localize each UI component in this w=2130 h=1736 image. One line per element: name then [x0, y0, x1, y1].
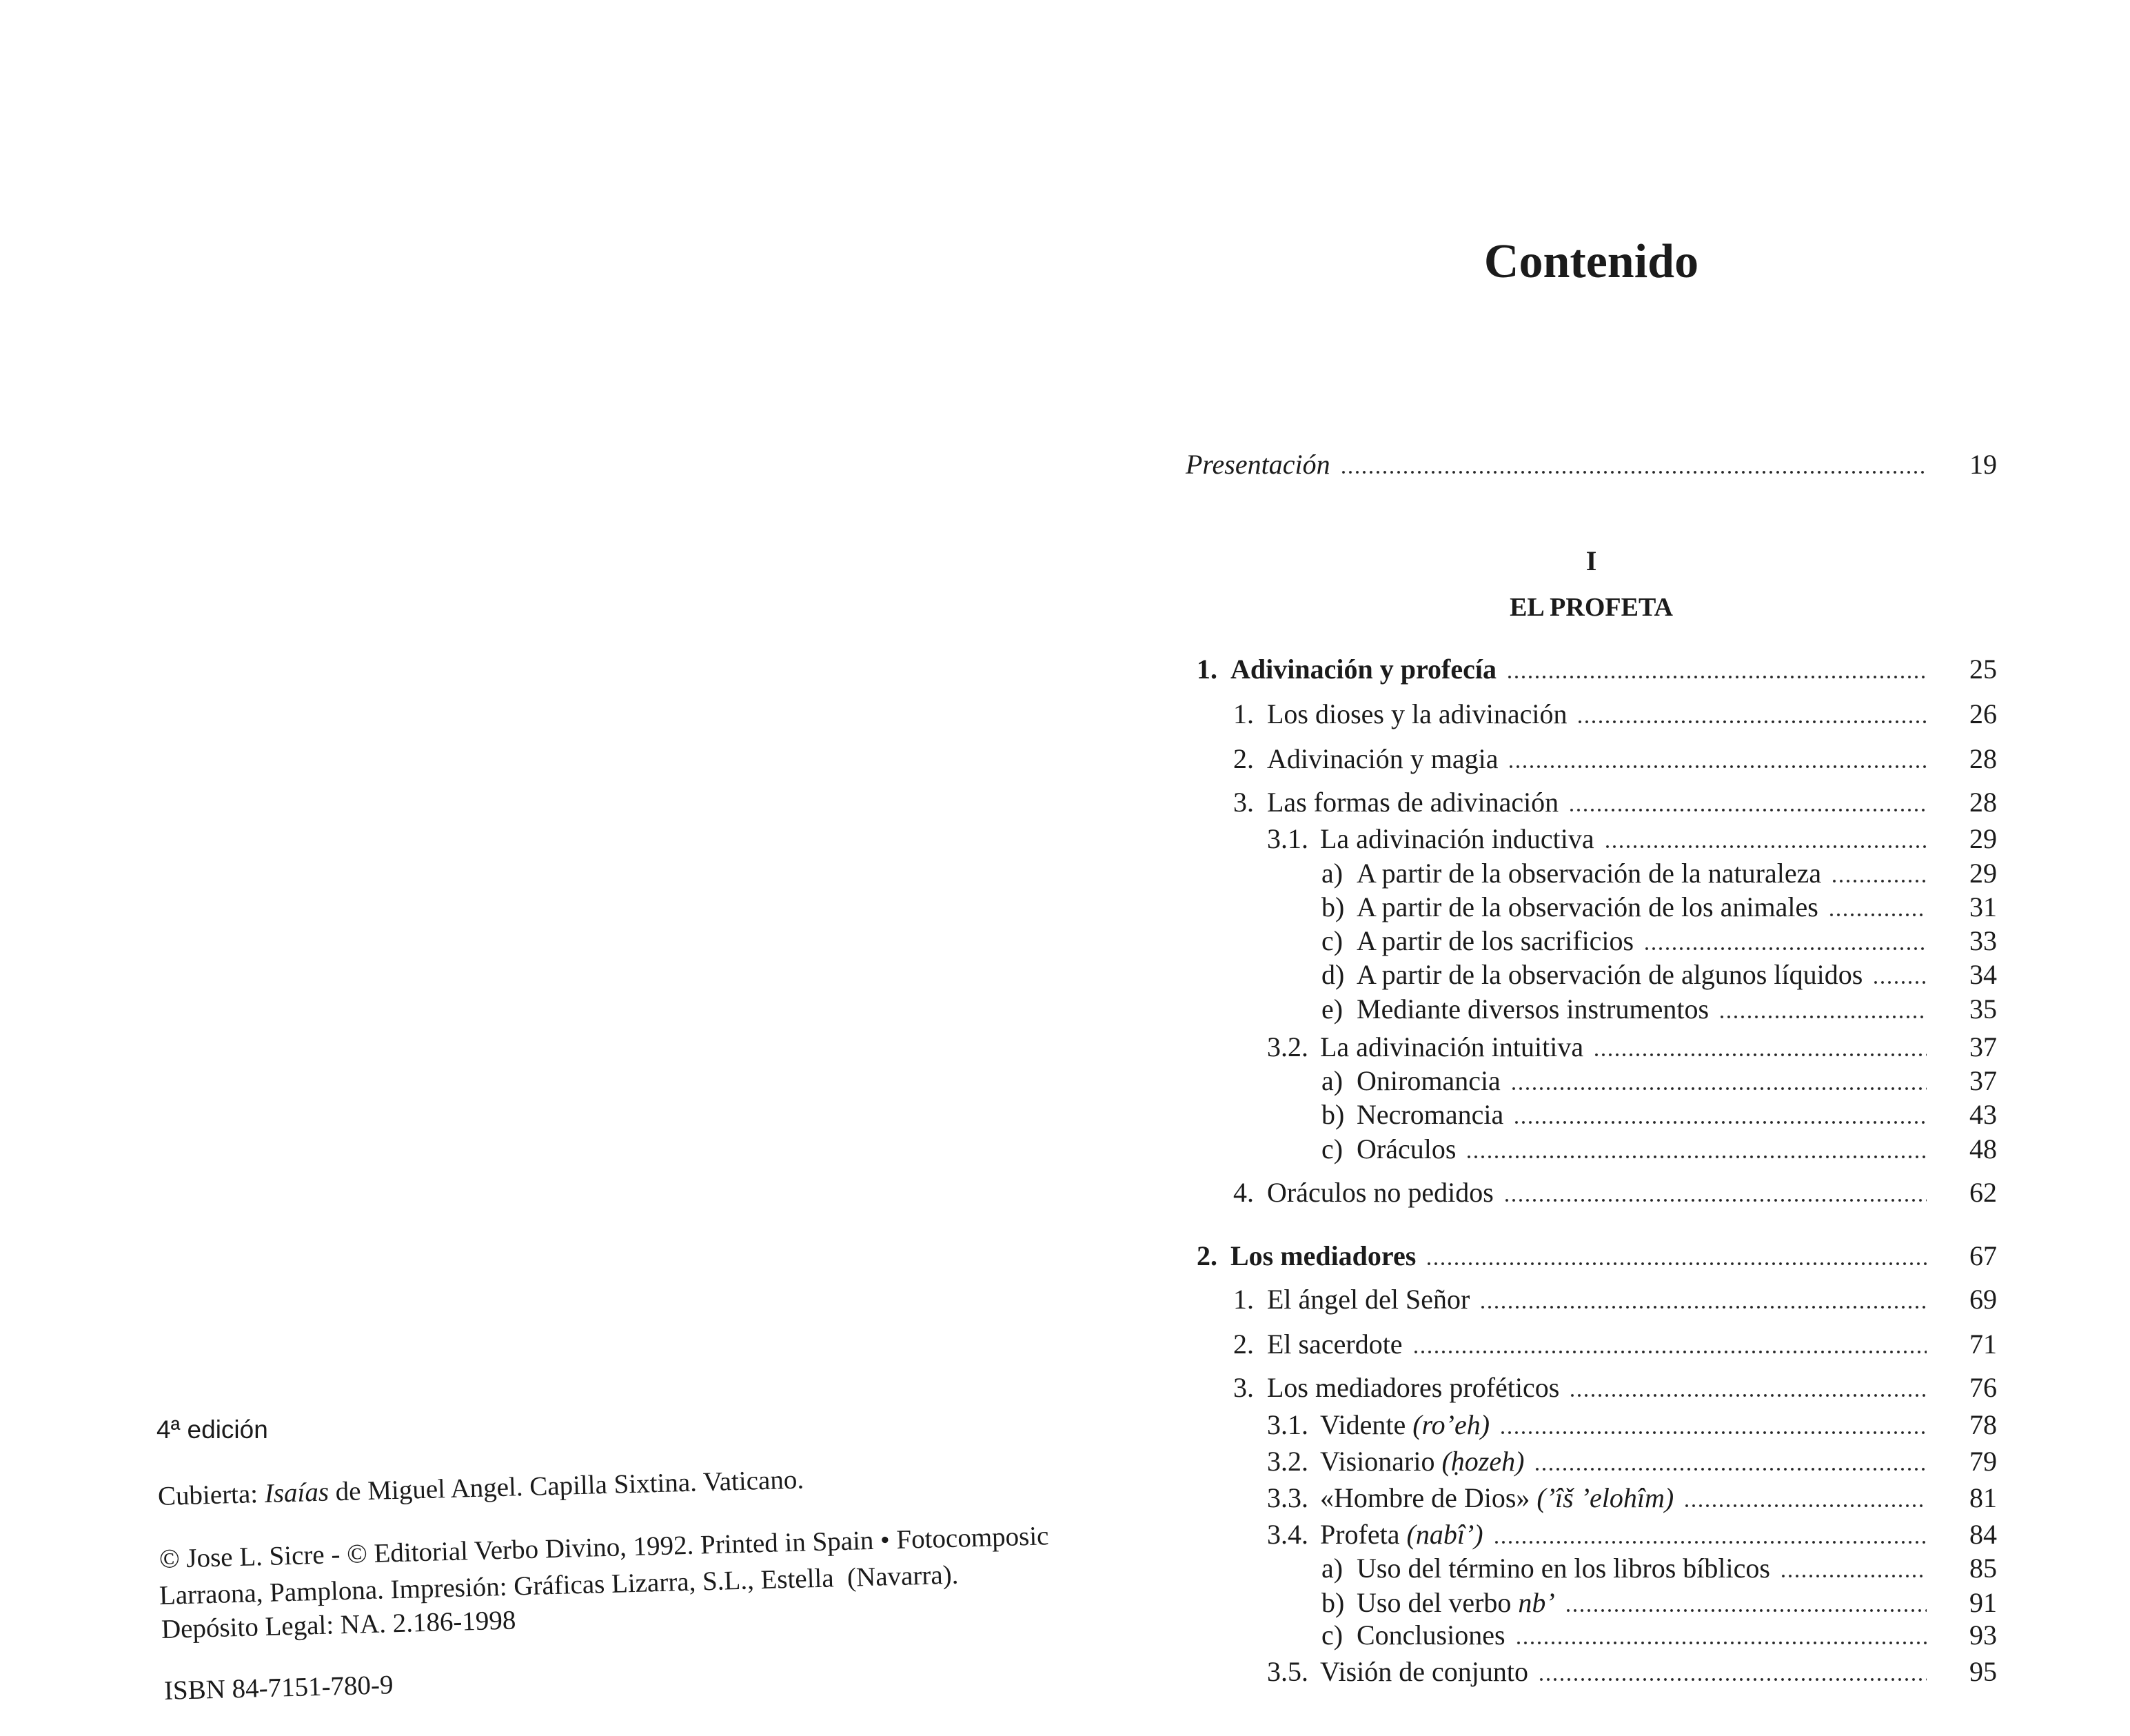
cover-credit-work: Isaías — [264, 1477, 329, 1508]
entry-page: 78 — [1969, 1409, 1997, 1440]
entry-page: 31 — [1969, 891, 1997, 922]
entry-title: Los mediadores proféticos — [1267, 1372, 1560, 1403]
entry-page: 29 — [1969, 823, 1997, 854]
toc-entry — [1321, 1553, 1997, 1584]
entry-number: 2. — [1233, 1329, 1254, 1360]
entry-number: 1. — [1197, 654, 1217, 685]
entry-title: Uso del término en los libros bíblicos — [1357, 1553, 1770, 1584]
entry-page: 95 — [1969, 1656, 1997, 1687]
dot-leader — [1513, 1099, 1927, 1131]
entry-page: 26 — [1969, 698, 1997, 729]
toc-entry — [1233, 1177, 1997, 1209]
dot-leader — [1508, 743, 1927, 775]
toc-entry — [1233, 1372, 1997, 1404]
entry-page: 34 — [1969, 959, 1997, 990]
entry-number: 3.1. — [1267, 1409, 1308, 1440]
entry-term: (ro’eh) — [1412, 1409, 1490, 1440]
dot-leader — [1593, 1031, 1927, 1063]
entry-number: b) — [1321, 1099, 1345, 1130]
entry-number: e) — [1321, 993, 1343, 1025]
entry-term: (nabî’) — [1406, 1519, 1483, 1550]
dot-leader — [1576, 698, 1927, 730]
entry-title — [1357, 1587, 1555, 1619]
entry-title: A partir de los sacrificios — [1357, 925, 1634, 956]
dot-leader — [1569, 1372, 1927, 1404]
toc-entry — [1321, 1099, 1997, 1131]
entry-number: a) — [1321, 858, 1343, 889]
entry-number: c) — [1321, 1133, 1343, 1164]
legal-deposit-line: Depósito Legal: NA. 2.186-1998 — [161, 1605, 516, 1644]
toc-entry — [1321, 858, 1997, 889]
dot-leader — [1340, 449, 1927, 481]
entry-number: 2. — [1233, 743, 1254, 774]
toc-entry-presentation — [1186, 449, 1997, 481]
entry-title: El sacerdote — [1267, 1329, 1403, 1360]
dot-leader — [1479, 1284, 1927, 1315]
entry-title: Oráculos no pedidos — [1267, 1177, 1494, 1208]
entry-page: 35 — [1969, 993, 1997, 1025]
entry-number: 3. — [1233, 787, 1254, 818]
entry-page: 71 — [1969, 1329, 1997, 1360]
edition-label: 4ª edición — [156, 1415, 268, 1444]
entry-number: d) — [1321, 959, 1345, 990]
entry-term: (’îš ’elohîm) — [1536, 1482, 1674, 1513]
toc-entry — [1267, 1031, 1997, 1063]
toc-chapter — [1197, 654, 1997, 685]
entry-title: A partir de la observación de la naturaleza — [1357, 858, 1822, 889]
entry-number: 3. — [1233, 1372, 1254, 1403]
entry-title: El ángel del Señor — [1267, 1284, 1470, 1315]
entry-page: 43 — [1969, 1099, 1997, 1130]
entry-number: 3.4. — [1267, 1519, 1308, 1550]
dot-leader — [1499, 1409, 1927, 1441]
entry-page: 67 — [1969, 1240, 1997, 1271]
entry-title: Las formas de adivinación — [1267, 787, 1559, 818]
entry-number: 3.2. — [1267, 1031, 1308, 1062]
entry-title: Los dioses y la adivinación — [1267, 698, 1568, 729]
entry-title: Necromancia — [1357, 1099, 1504, 1130]
dot-leader — [1828, 891, 1927, 923]
copyright-line: © Jose L. Sicre - © Editorial Verbo Divino, 1992. Printed in Spain • Fotocomposic — [159, 1521, 1049, 1574]
entry-title: La adivinación inductiva — [1320, 823, 1594, 854]
toc-entry — [1233, 1284, 1997, 1315]
entry-page: 93 — [1969, 1619, 1997, 1651]
toc-entry — [1321, 891, 1997, 923]
entry-page: 25 — [1969, 654, 1997, 685]
dot-leader — [1683, 1482, 1927, 1514]
dot-leader — [1718, 993, 1927, 1025]
toc-entry — [1321, 959, 1997, 991]
entry-title: Adivinación y magia — [1267, 743, 1499, 774]
cover-credit-prefix: Cubierta: — [157, 1479, 258, 1511]
entry-title-text: Uso del verbo — [1357, 1587, 1512, 1618]
entry-term: nb’ — [1518, 1587, 1555, 1618]
entry-number: c) — [1321, 925, 1343, 956]
toc-entry — [1321, 925, 1997, 957]
dot-leader — [1465, 1133, 1927, 1165]
entry-number: 4. — [1233, 1177, 1254, 1208]
cover-credit — [157, 1464, 804, 1513]
entry-page: 37 — [1969, 1065, 1997, 1096]
entry-title: Oniromancia — [1357, 1065, 1501, 1096]
entry-title — [1320, 1409, 1490, 1441]
toc-entry — [1267, 823, 1997, 855]
entry-page: 28 — [1969, 743, 1997, 774]
dot-leader — [1568, 787, 1927, 818]
toc-entry — [1321, 1133, 1997, 1165]
entry-page: 81 — [1969, 1482, 1997, 1513]
entry-page: 85 — [1969, 1553, 1997, 1584]
dot-leader — [1780, 1553, 1927, 1584]
entry-title: Conclusiones — [1357, 1619, 1505, 1651]
toc-entry — [1233, 787, 1997, 818]
entry-title: Mediante diversos instrumentos — [1357, 993, 1710, 1025]
dot-leader — [1412, 1329, 1927, 1360]
entry-title-text: Visionario — [1320, 1446, 1435, 1477]
entry-page: 91 — [1969, 1587, 1997, 1618]
entry-number: 1. — [1233, 698, 1254, 729]
dot-leader — [1643, 925, 1927, 957]
toc-entry — [1321, 1619, 1997, 1651]
toc-entry — [1233, 698, 1997, 730]
toc-entry — [1267, 1482, 1997, 1514]
toc-entry — [1321, 1587, 1997, 1619]
entry-title: A partir de la observación de los animales — [1357, 891, 1818, 922]
toc-entry — [1233, 743, 1997, 775]
dot-leader — [1538, 1656, 1927, 1688]
entry-title-text: Vidente — [1320, 1409, 1406, 1440]
dot-leader — [1534, 1446, 1927, 1477]
entry-page: 37 — [1969, 1031, 1997, 1062]
entry-title — [1320, 1519, 1483, 1551]
entry-page: 29 — [1969, 858, 1997, 889]
entry-title: Oráculos — [1357, 1133, 1457, 1164]
part-numeral: I — [1585, 545, 1597, 576]
entry-title-text: Profeta — [1320, 1519, 1400, 1550]
entry-number: 2. — [1197, 1240, 1217, 1271]
entry-page: 48 — [1969, 1133, 1997, 1164]
entry-page: 19 — [1969, 449, 1997, 480]
toc-entry — [1267, 1409, 1997, 1441]
entry-number: 3.2. — [1267, 1446, 1308, 1477]
entry-page: 79 — [1969, 1446, 1997, 1477]
entry-page: 62 — [1969, 1177, 1997, 1208]
entry-title: Visión de conjunto — [1320, 1656, 1529, 1687]
dot-leader — [1872, 959, 1927, 991]
entry-number: c) — [1321, 1619, 1343, 1651]
toc-entry — [1321, 1065, 1997, 1097]
toc-entry — [1267, 1656, 1997, 1688]
dot-leader — [1604, 823, 1927, 855]
dot-leader — [1493, 1519, 1927, 1551]
isbn-line: ISBN 84-7151-780-9 — [163, 1670, 394, 1706]
toc-entry — [1233, 1329, 1997, 1360]
entry-term: (ḥozeh) — [1441, 1446, 1525, 1477]
toc-entry — [1267, 1446, 1997, 1477]
toc-entry — [1267, 1519, 1997, 1551]
entry-title-text: «Hombre de Dios» — [1320, 1482, 1530, 1513]
page-title: Contenido — [1483, 235, 1699, 288]
entry-title: Presentación — [1186, 449, 1330, 480]
entry-number: a) — [1321, 1065, 1343, 1096]
entry-title: Los mediadores — [1230, 1240, 1417, 1271]
entry-page: 84 — [1969, 1519, 1997, 1550]
entry-title — [1320, 1482, 1674, 1514]
dot-leader — [1503, 1177, 1927, 1209]
entry-page: 28 — [1969, 787, 1997, 818]
entry-title: La adivinación intuitiva — [1320, 1031, 1584, 1062]
dot-leader — [1515, 1619, 1927, 1651]
part-title: EL PROFETA — [1510, 593, 1673, 622]
entry-number: 3.1. — [1267, 823, 1308, 854]
entry-number: 3.3. — [1267, 1482, 1308, 1513]
toc-entry — [1321, 993, 1997, 1025]
dot-leader — [1565, 1587, 1927, 1619]
entry-number: b) — [1321, 1587, 1345, 1618]
entry-number: 1. — [1233, 1284, 1254, 1315]
dot-leader — [1510, 1065, 1927, 1097]
cover-credit-rest: de Miguel Angel. Capilla Sixtina. Vaticano. — [335, 1464, 804, 1507]
entry-number: b) — [1321, 891, 1345, 922]
entry-page: 76 — [1969, 1372, 1997, 1403]
entry-title — [1320, 1446, 1524, 1477]
entry-title: A partir de la observación de algunos líquidos — [1357, 959, 1863, 990]
dot-leader — [1506, 654, 1927, 685]
entry-page: 69 — [1969, 1284, 1997, 1315]
dot-leader — [1426, 1240, 1927, 1272]
entry-number: 3.5. — [1267, 1656, 1308, 1687]
printing-line: Larraona, Pamplona. Impresión: Gráficas Lizarra, S.L., Estella (Navarra). — [159, 1560, 959, 1611]
dot-leader — [1831, 858, 1927, 889]
entry-page: 33 — [1969, 925, 1997, 956]
toc-chapter — [1197, 1240, 1997, 1272]
entry-number: a) — [1321, 1553, 1343, 1584]
entry-title: Adivinación y profecía — [1230, 654, 1497, 685]
